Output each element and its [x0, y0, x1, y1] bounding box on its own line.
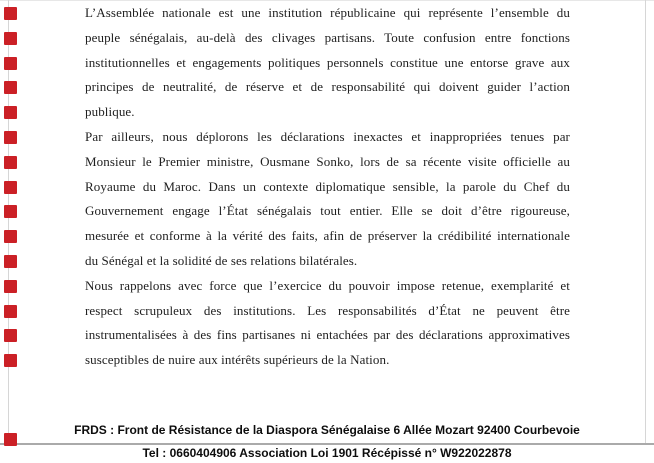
- body-line: principes de neutralité, de réserve et de responsabilité qui doivent guider l’action: [85, 79, 570, 95]
- body-line: Monsieur le Premier ministre, Ousmane Sonko, lors de sa récente visite officielle au: [85, 153, 570, 169]
- red-square-icon: [4, 305, 17, 318]
- red-square-icon: [4, 156, 17, 169]
- body-line: L’Assemblée nationale est une institution républicaine qui représente l’ensemble du: [85, 5, 570, 20]
- body-line: instrumentalisées à des fins partisanes ni entachées par des déclarations approximatives: [85, 327, 570, 343]
- body-line: Royaume du Maroc. Dans un contexte diplomatique sensible, la parole du Chef du: [85, 178, 570, 194]
- body-line: respect scrupuleux des institutions. Les responsabilités d’État ne peuvent être: [85, 302, 570, 318]
- footer-contact-line: Tel : 0660404906 Association Loi 1901 Récépissé n° W922022878: [142, 446, 512, 460]
- red-square-icon: [4, 7, 17, 20]
- body-line: Gouvernement engage l’État sénégalais tout entier. Elle se doit d’être rigoureuse,: [85, 203, 570, 219]
- red-square-icon: [4, 255, 17, 268]
- body-line: mesurée et conforme à la vérité des faits, afin de préserver la crédibilité internationale: [85, 228, 570, 244]
- text-column: [85, 1, 570, 373]
- body-line: institutionnelles et engagements politiques personnels constitue une entorse grave aux: [85, 54, 570, 70]
- red-square-icon: [4, 280, 17, 293]
- body-line: susceptibles de nuire aux intérêts supérieurs de la Nation.: [85, 352, 390, 368]
- red-square-icon: [4, 131, 17, 144]
- footer: [0, 420, 654, 463]
- red-square-icon: [4, 329, 17, 342]
- body-line: du Sénégal et la solidité de ses relations bilatérales.: [85, 252, 358, 268]
- body-line: Par ailleurs, nous déplorons les déclarations inexactes et inappropriées tenues par: [85, 128, 570, 144]
- red-square-icon: [4, 57, 17, 70]
- red-square-icon: [4, 354, 17, 367]
- footer-address-line: FRDS : Front de Résistance de la Diaspora Sénégalaise 6 Allée Mozart 92400 Courbevoie: [74, 423, 580, 437]
- body-line: Nous rappelons avec force que l’exercice du pouvoir impose retenue, exemplarité et: [85, 277, 570, 293]
- red-square-icon: [4, 205, 17, 218]
- page-border-right: [645, 0, 646, 443]
- red-square-icon: [4, 181, 17, 194]
- red-square-icon: [4, 32, 17, 45]
- red-square-icon: [4, 230, 17, 243]
- red-square-icon: [4, 81, 17, 94]
- body-line: peuple sénégalais, au-delà des clivages partisans. Toute confusion entre fonctions: [85, 29, 570, 45]
- body-line: publique.: [85, 104, 135, 120]
- red-square-icon: [4, 106, 17, 119]
